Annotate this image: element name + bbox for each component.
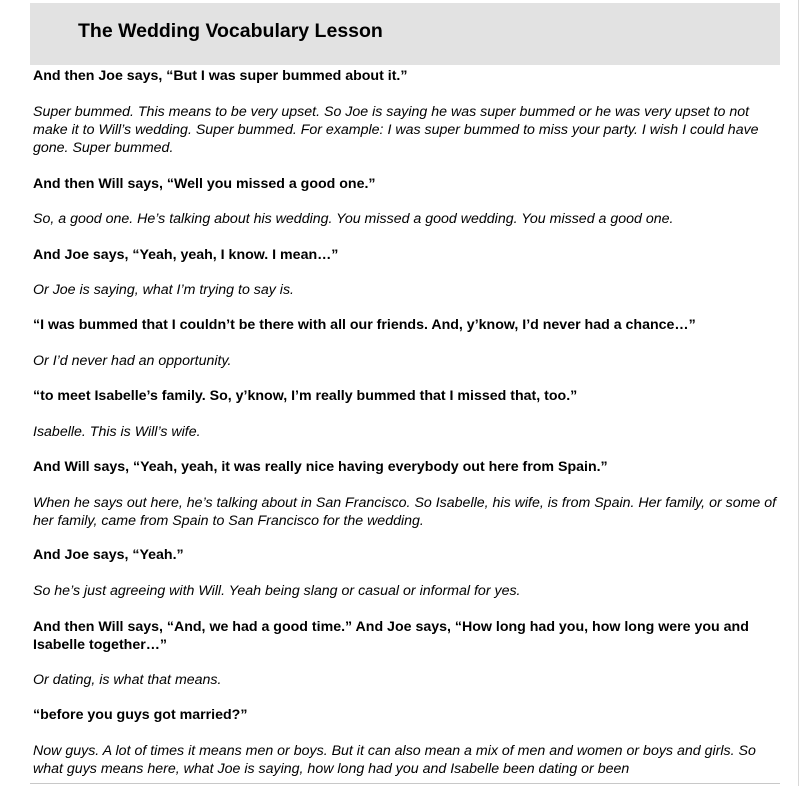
explanation-text: So, a good one. He’s talking about his wedding. You missed a good wedding. You missed a good one. [33,211,674,227]
explanation-text: Isabelle. This is Will’s wife. [33,424,201,440]
dialogue-line: And then Will says, “And, we had a good time.” And Joe says, “How long had you, how long were you and Isabelle together…” [33,619,749,653]
explanation-text: Or Joe is saying, what I’m trying to say is. [33,282,294,298]
dialogue-line: And Joe says, “Yeah.” [33,547,184,563]
dialogue-line: And Will says, “Yeah, yeah, it was really nice having everybody out here from Spain.” [33,459,608,475]
explanation-text: Or dating, is what that means. [33,672,222,688]
explanation-text: When he says out here, he’s talking about in San Francisco. So Isabelle, his wife, is from Spain. Her family, or some of her family, came from Spain to San Francisco for the wedding. [33,495,777,529]
explanation-text: So he’s just agreeing with Will. Yeah being slang or casual or informal for yes. [33,583,521,599]
dialogue-line: And then Will says, “Well you missed a good one.” [33,176,376,192]
page-title: The Wedding Vocabulary Lesson [78,20,383,42]
dialogue-line: And Joe says, “Yeah, yeah, I know. I mean…” [33,247,339,263]
dialogue-line: “to meet Isabelle’s family. So, y’know, I’m really bummed that I missed that, too.” [33,388,578,404]
explanation-text: Super bummed. This means to be very upset. So Joe is saying he was super bummed or he was very upset to not make it to Will’s wedding. Super bummed. For example: I was super bummed to miss your party. I wish I could have gone. Super bummed. [33,104,759,156]
title-banner [30,3,780,65]
page-bottom-divider [30,783,780,784]
dialogue-line: “I was bummed that I couldn’t be there with all our friends. And, y’know, I’d never had a chance…” [33,317,696,333]
dialogue-line: And then Joe says, “But I was super bummed about it.” [33,68,408,84]
explanation-text: Or I’d never had an opportunity. [33,353,232,369]
dialogue-line: “before you guys got married?” [33,707,248,723]
explanation-text: Now guys. A lot of times it means men or boys. But it can also mean a mix of men and women or boys and girls. So what guys means here, what Joe is saying, how long had you and Isabelle been dating or been [33,743,756,777]
